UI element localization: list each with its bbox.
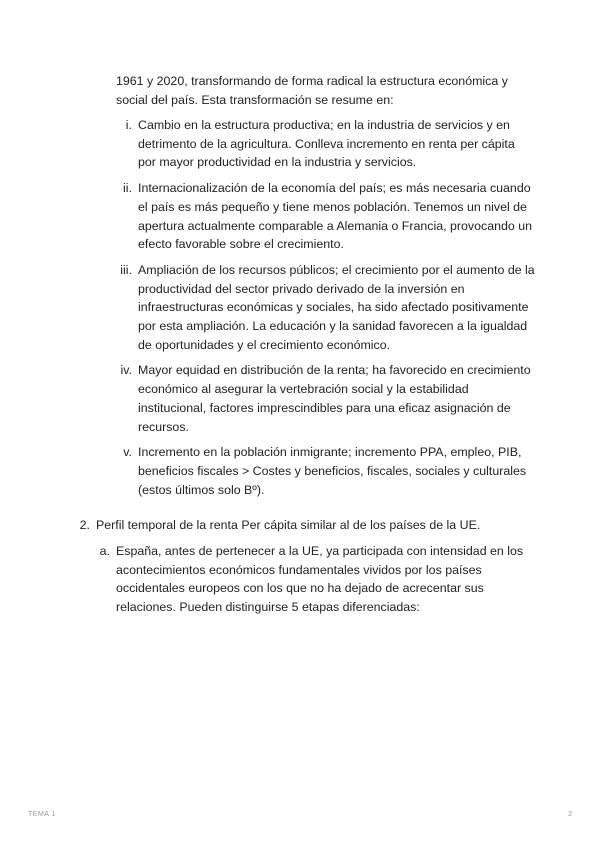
intro-paragraph: 1961 y 2020, transformando de forma radical la estructura económica y social del país. Esta transformación se resume en: [116, 74, 508, 107]
alpha-marker: a. [99, 544, 110, 558]
list-item-text: Mayor equidad en distribución de la renta; ha favorecido en crecimiento económico al asegurar la vertebración social y la estabilidad institucional, factores imprescindibles para una eficaz asignación de recursos. [138, 363, 531, 434]
list-item [116, 443, 536, 499]
list-item-text: Internacionalización de la economía del país; es más necesaria cuando el país es más pequeño y tiene menos población. Tenemos un nivel de apertura actualmente comparable a Alemania o Francia, provocando un efecto favorable sobre el crecimiento. [138, 181, 532, 252]
list-marker: v. [123, 445, 132, 460]
roman-list [116, 116, 536, 506]
list-marker: iv. [120, 363, 132, 378]
footer-section-label: TEMA 1 [28, 811, 56, 818]
alpha-item-text: España, antes de pertenecer a la UE, ya participada con intensidad en los acontecimientos económicos fundamentales vividos por los países occidentales europeos con los que no ha dejado de acrecentar sus relaciones. Pueden distinguirse 5 etapas diferenciadas: [116, 544, 524, 615]
list-item-text: Ampliación de los recursos públicos; el crecimiento por el aumento de la productividad del sector privado derivado de la inversión en infraestructuras económicas y sociales, ha sido afectado positivamente por esta ampliación. La educación y la sanidad favorecen a la igualdad de oportunidades y el crecimiento económico. [138, 262, 535, 352]
list-marker: ii. [123, 181, 132, 196]
list-marker: i. [125, 118, 132, 132]
numbered-item-text: Perfil temporal de la renta Per cápita similar al de los países de la UE. [96, 518, 481, 532]
list-marker: iii. [120, 262, 132, 277]
numbered-marker: 2. [79, 518, 90, 532]
numbered-item [76, 516, 536, 535]
list-item [116, 361, 536, 436]
list-item-text: Cambio en la estructura productiva; en la industria de servicios y en detrimento de la agricultura. Conlleva incremento en renta per cápita por mayor productividad en la industria y servicios. [138, 118, 515, 170]
list-item [116, 179, 536, 254]
alpha-item [98, 542, 536, 617]
list-item-text: Incremento en la población inmigrante; incremento PPA, empleo, PIB, beneficios fiscales > Costes y beneficios, fiscales, sociales y culturales (estos últimos solo Bº). [138, 445, 527, 497]
page-number: 2 [568, 811, 572, 818]
list-item [116, 116, 536, 172]
list-item [116, 261, 536, 355]
